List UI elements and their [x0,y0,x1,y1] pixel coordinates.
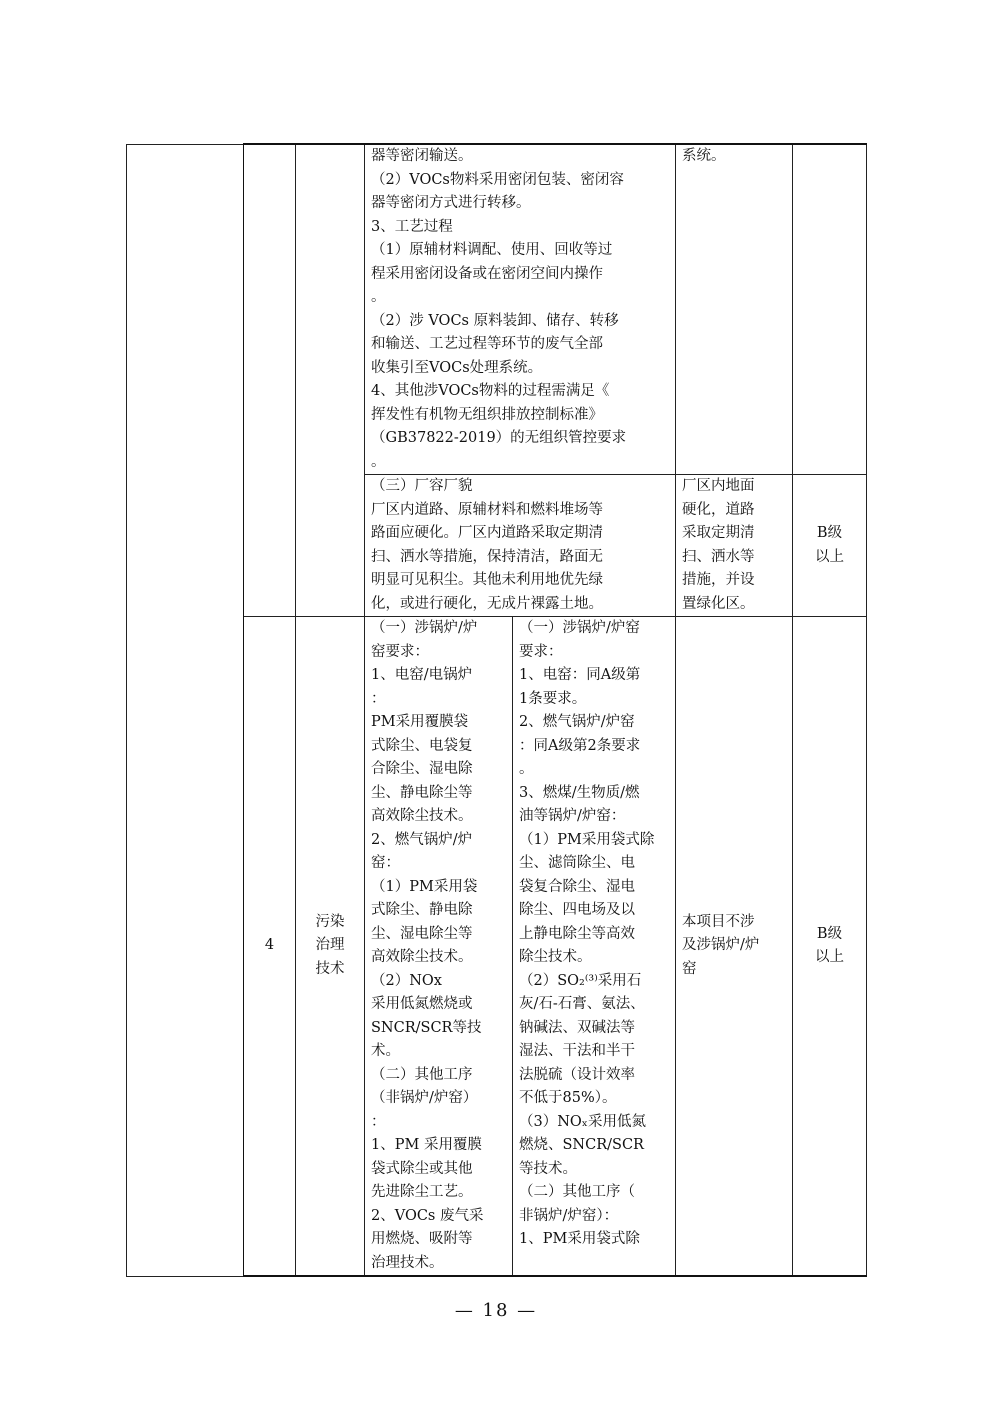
requirement-cell-process [365,144,676,475]
requirement-line: 路面应硬化。厂区内道路采取定期清 [371,525,603,541]
b-level-line: 上静电除尘等高效 [519,925,635,942]
b-level-line: 钠碱法、双碱法等 [519,1019,635,1036]
a-level-line: 1、PM 采用覆膜 [371,1137,482,1153]
requirement-line: （2）VOCs物料采用密闭包装、密闭容 [371,171,624,188]
status-cell-factory [676,475,793,617]
b-level-requirement-cell [513,617,676,1277]
page-number: — 18 — [454,1300,538,1321]
b-level-line: 1、PM采用袋式除 [519,1231,640,1247]
requirement-line: 厂区内道路、原辅材料和燃料堆场等 [371,501,603,518]
requirement-line: （1）原辅材料调配、使用、回收等过 [371,242,613,258]
b-level-line: 燃烧、SNCR/SCR [519,1137,644,1153]
grade-line: B级 [816,925,843,942]
a-level-line: 窑要求： [371,643,429,660]
item-number [244,617,296,1277]
status-line: 采取定期清 [682,525,755,541]
category-cell-blank [296,144,365,617]
grade-line: 以上 [815,949,844,965]
b-level-line: ：同A级第2条要求 [519,737,641,754]
a-level-line: 1、电窑/电锅炉 [371,667,473,683]
requirement-cell-factory [365,475,676,617]
b-level-line: 除尘、四电场及以 [519,902,635,918]
a-level-line: 采用低氮燃烧或 [371,996,473,1012]
requirement-line: （2）涉 VOCs 原料装卸、储存、转移 [371,312,619,329]
a-level-line: 式除尘、电袋复 [371,737,473,754]
b-level-line: （二）其他工序（ [519,1184,635,1200]
a-level-line: （非锅炉/炉窑） [371,1090,478,1106]
number-cell-blank [244,144,296,617]
requirement-line: 收集引至VOCs处理系统。 [371,359,543,376]
status-line: 系统。 [682,148,726,164]
a-level-line: （二）其他工序 [371,1066,473,1083]
grade-cell-factory [793,475,867,617]
a-level-line: （一）涉锅炉/炉 [371,620,478,636]
b-level-line: 3、燃煤/生物质/燃 [519,784,640,801]
b-level-line: （2）SO₂⁽³⁾采用石 [519,972,642,989]
requirement-line: 程采用密闭设备或在密闭空间内操作 [371,265,603,282]
a-level-line: 窑： [371,855,400,871]
a-level-line: ： [371,1113,386,1130]
a-level-line: SNCR/SCR等技 [371,1019,482,1036]
a-level-line: （2）NOx [371,972,442,989]
evaluation-table [126,143,867,1277]
category-line: 污染 [315,913,345,930]
requirement-line: 4、其他涉VOCs物料的过程需满足《 [371,383,610,399]
b-level-line: （一）涉锅炉/炉窑 [519,620,640,636]
a-level-line: 式除尘、静电除 [371,902,473,918]
status-cell-process [676,144,793,475]
a-level-line: 2、燃气锅炉/炉 [371,831,473,848]
a-level-line: （1）PM采用袋 [371,878,478,895]
grade-cell-blank [793,144,867,475]
b-level-line: 要求： [519,643,563,660]
b-level-line: 油等锅炉/炉窑： [519,808,626,824]
status-line: 窑 [682,960,697,977]
item-number-text: 4 [264,937,275,954]
b-level-line: 。 [519,761,534,777]
a-level-line: 先进除尘工艺。 [371,1184,473,1200]
status-line: 措施，并设 [682,572,755,588]
b-level-line: （1）PM采用袋式除 [519,831,655,848]
a-level-line: 尘、湿电除尘等 [371,925,473,942]
requirement-line: 。 [371,453,386,470]
b-level-line: 灰/石-石膏、氨法、 [519,996,645,1012]
a-level-requirement-cell [365,617,513,1277]
b-level-line: （3）NOₓ采用低氮 [519,1113,646,1130]
b-level-line: 除尘技术。 [519,949,592,965]
a-level-line: 高效除尘技术。 [371,949,473,965]
category-line: 技术 [315,960,345,977]
requirement-line: 化，或进行硬化，无成片裸露土地。 [371,595,603,612]
grade-line: 以上 [815,548,844,565]
table-row-process-continued [127,144,867,475]
b-level-line: 法脱硫（设计效率 [519,1066,635,1083]
requirement-line: 。 [371,289,386,305]
requirement-line: 明显可见积尘。其他未利用地优先绿 [371,572,603,588]
status-line: 厂区内地面 [682,478,755,494]
status-cell-pollution [676,617,793,1277]
a-level-line: 2、VOCs 废气采 [371,1207,484,1224]
a-level-line: 尘、静电除尘等 [371,784,473,801]
a-level-line: 治理技术。 [371,1254,444,1271]
a-level-line: 高效除尘技术。 [371,808,473,824]
requirement-line: 器等密闭方式进行转移。 [371,195,531,211]
category-cell-pollution [296,617,365,1277]
grade-cell-pollution [793,617,867,1277]
b-level-line: 湿法、干法和半干 [519,1043,635,1059]
status-line: 扫、洒水等 [682,548,755,565]
status-line: 及涉锅炉/炉 [682,937,760,954]
b-level-line: 袋复合除尘、湿电 [519,878,635,895]
b-level-line: 等技术。 [519,1160,577,1177]
requirement-line: 3、工艺过程 [371,218,453,235]
status-line: 本项目不涉 [682,913,755,930]
a-level-line: 术。 [371,1043,400,1059]
b-level-line: 非锅炉/炉窑）： [519,1207,619,1224]
b-level-line: 尘、滤筒除尘、电 [519,855,635,871]
status-line: 硬化，道路 [682,501,755,518]
requirement-line: 器等密闭输送。 [371,148,473,164]
b-level-line: 2、燃气锅炉/炉窑 [519,714,635,730]
outer-blank-cell [127,144,244,1276]
b-level-line: 1、电窑：同A级第 [519,667,641,683]
requirement-line: （GB37822-2019）的无组织管控要求 [371,430,627,446]
requirement-line: （三）厂容厂貌 [371,478,473,494]
a-level-line: 合除尘、湿电除 [371,761,473,777]
a-level-line: 袋式除尘或其他 [371,1160,473,1177]
a-level-line: PM采用覆膜袋 [371,714,469,730]
a-level-line: 用燃烧、吸附等 [371,1231,473,1247]
requirement-line: 和输送、工艺过程等环节的废气全部 [371,336,603,352]
requirement-line: 扫、洒水等措施，保持清洁，路面无 [371,548,603,565]
grade-line: B级 [816,525,843,541]
a-level-line: ： [371,690,386,707]
b-level-line: 不低于85%）。 [519,1090,617,1106]
b-level-line: 1条要求。 [519,690,587,707]
requirement-line: 挥发性有机物无组织排放控制标准》 [371,406,603,423]
status-line: 置绿化区。 [682,595,755,612]
category-line: 治理 [315,937,345,954]
